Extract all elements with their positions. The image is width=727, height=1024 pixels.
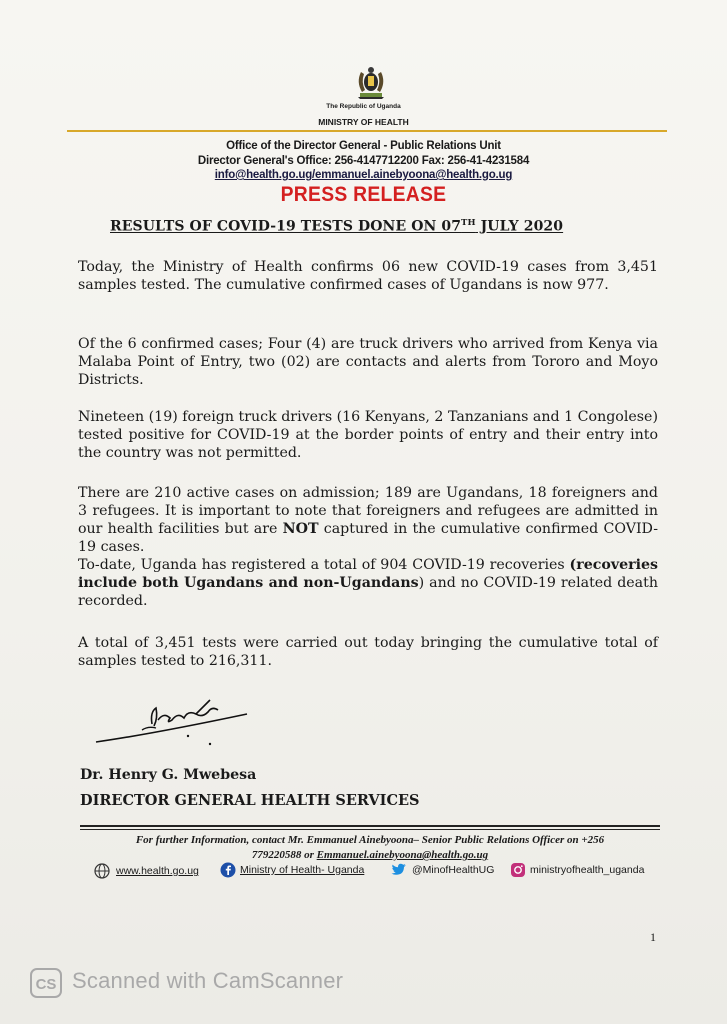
facebook-link-group[interactable] [220, 862, 364, 878]
headline-sup: TH [461, 218, 476, 228]
header-divider [67, 130, 667, 132]
signatory-name: Dr. Henry G. Mwebesa [80, 767, 257, 783]
headline-tail: JULY 2020 [475, 218, 564, 235]
p4-text-d: ) and no COVID-19 related death recorded. [78, 575, 658, 609]
instagram-icon [510, 862, 526, 878]
social-links [92, 862, 662, 886]
footer-contact-line-2 [80, 849, 660, 861]
paragraph-active-cases [78, 484, 658, 610]
email-links[interactable]: info@health.go.ug/emmanuel.ainebyoona@health.go.ug [214, 169, 513, 181]
headline [110, 218, 563, 235]
p4-bold-not: NOT [282, 521, 319, 537]
camscanner-logo-icon [30, 968, 62, 998]
twitter-icon [390, 862, 408, 878]
press-release-title: PRESS RELEASE [280, 183, 447, 206]
paragraph-total-tests: A total of 3,451 tests were carried out today bringing the cumulative total of samples tested to 216,311. [78, 635, 658, 669]
page-number: 1 [650, 930, 656, 944]
instagram-link-group[interactable] [510, 862, 644, 878]
camscanner-watermark: Scanned with CamScanner [72, 968, 344, 993]
globe-icon [92, 862, 112, 880]
website-link-group[interactable] [92, 862, 199, 880]
paragraph-cases: Today, the Ministry of Health confirms 06 new COVID-19 cases from 3,451 samples tested. The cumulative confirmed cases of Ugandans is now 977. [78, 259, 658, 293]
ministry-label: MINISTRY OF HEALTH [318, 117, 409, 127]
twitter-handle[interactable]: @MinofHealthUG [412, 864, 495, 876]
signatory-title: DIRECTOR GENERAL HEALTH SERVICES [80, 792, 420, 809]
paragraph-truck-drivers: Nineteen (19) foreign truck drivers (16 Kenyans, 2 Tanzanians and 1 Congolese) tested positive for COVID-19 at the border points of entry and their entry into the country was not permitted. [78, 409, 658, 461]
facebook-link[interactable]: Ministry of Health- Uganda [240, 864, 365, 876]
instagram-handle[interactable]: ministryofhealth_uganda [530, 864, 645, 876]
coat-of-arms-icon [352, 64, 390, 100]
dg-office-line: Director General's Office: 256-4147712200 Fax: 256-41-4231584 [197, 155, 530, 167]
p4-text-b: captured in the cumulative confirmed COVID-19 cases. [78, 521, 658, 555]
p4-text-c: To-date, Uganda has registered a total of 904 COVID-19 recoveries [78, 557, 570, 573]
footer-divider-thin [80, 829, 660, 830]
republic-label: The Republic of Uganda [326, 103, 401, 110]
footer-divider [80, 825, 660, 827]
camscanner-logo-text: CS [35, 976, 57, 993]
footer-email-link[interactable]: Emmanuel.ainebyoona@health.go.ug [316, 849, 489, 861]
paragraph-breakdown: Of the 6 confirmed cases; Four (4) are truck drivers who arrived from Kenya via Malaba Point of Entry, two (02) are contacts and alerts from Tororo and Moyo Districts. [78, 336, 658, 388]
p4-bold-recoveries: (recoveries include both Ugandans and non-Ugandans [78, 557, 658, 591]
headline-main: RESULTS OF COVID-19 TESTS DONE ON 07 [110, 218, 462, 235]
footer-contact-line: For further Information, contact Mr. Emmanuel Ainebyoona– Senior Public Relations Officer on +256 [135, 834, 605, 846]
facebook-icon [220, 862, 236, 878]
p4-text-a: There are 210 active cases on admission; 189 are Ugandans, 18 foreigners and 3 refugees. It is important to note that foreigners and refugees are admitted in our health facilities but are [78, 485, 658, 537]
twitter-link-group[interactable] [390, 862, 494, 878]
website-link[interactable]: www.health.go.ug [116, 865, 199, 877]
office-line: Office of the Director General - Public Relations Unit [226, 140, 501, 152]
signature-icon [92, 684, 257, 754]
footer-phone: 779220588 or [251, 849, 317, 861]
